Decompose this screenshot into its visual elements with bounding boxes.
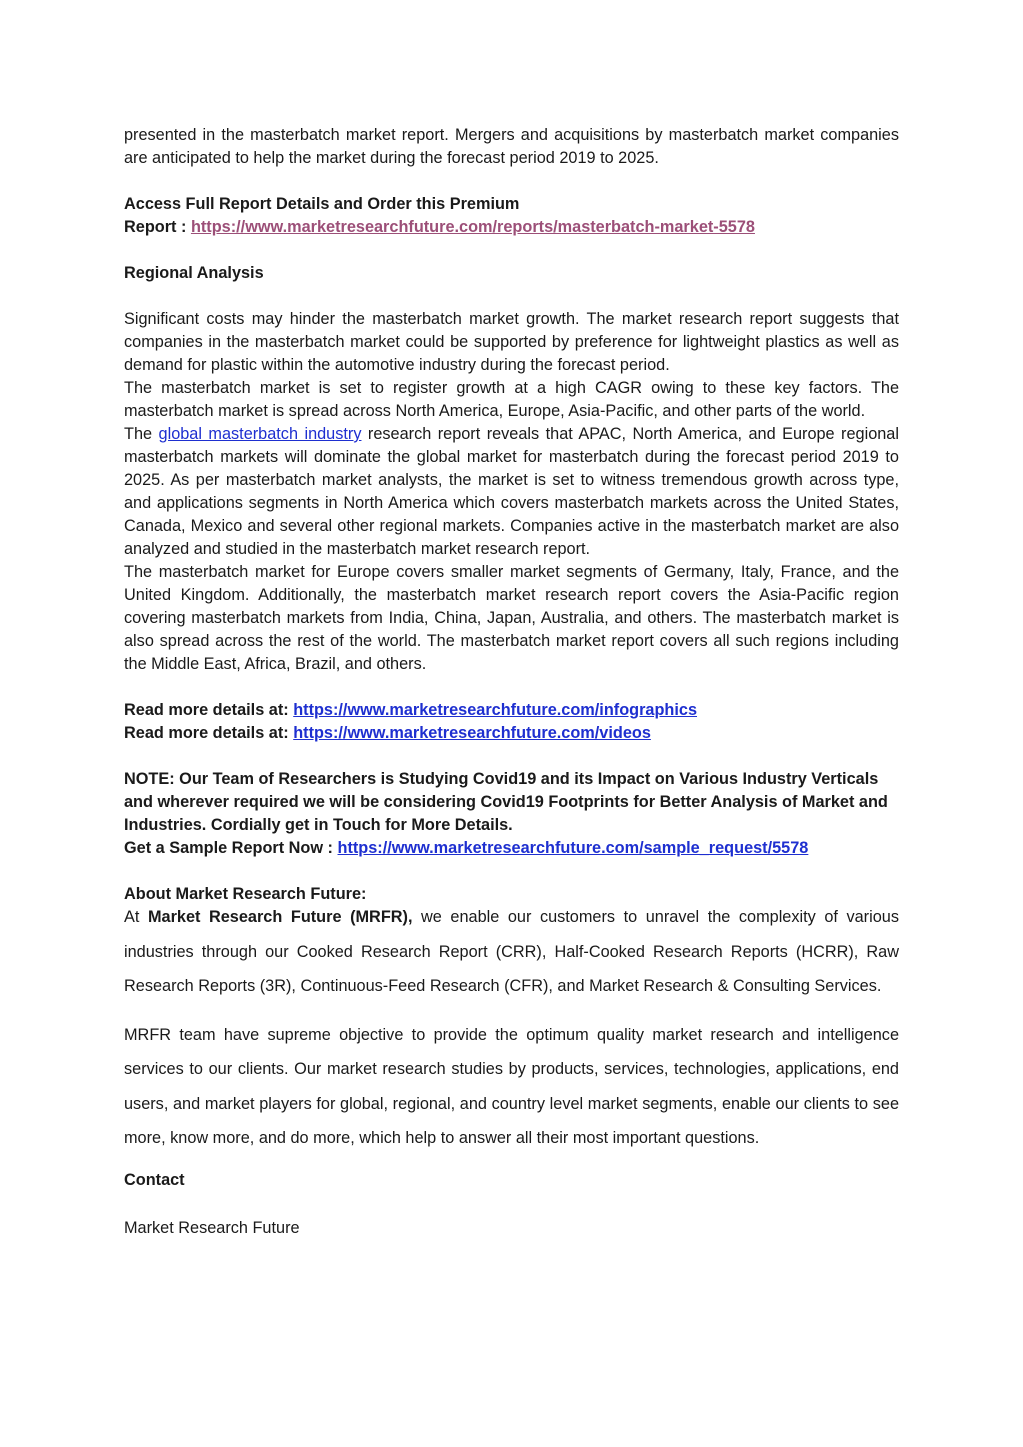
regional-paragraph-1: Significant costs may hinder the masterbatch market growth. The market research report suggests that companies in the masterbatch market could be supported by preference for lightweight plastics as well as demand for plastic within the automotive industry during the forecast period.	[124, 310, 899, 374]
about-prefix: At	[124, 908, 148, 926]
read-more-label: Read more details at:	[124, 724, 294, 742]
report-link-line	[124, 216, 899, 239]
read-more-label: Read more details at:	[124, 701, 294, 719]
note-paragraph: NOTE: Our Team of Researchers is Studying Covid19 and its Impact on Various Industry Verticals and wherever required we will be considering Covid19 Footprints for Better Analysis of Market and Industries. Cordially get in Touch for More Details.	[124, 770, 888, 834]
about-heading: About Market Research Future:	[124, 885, 367, 903]
contact-heading: Contact	[124, 1170, 185, 1189]
report-link[interactable]: https://www.marketresearchfuture.com/reports/masterbatch-market-5578	[190, 218, 755, 236]
global-masterbatch-industry-link[interactable]: global masterbatch industry	[158, 425, 362, 443]
sample-request-link[interactable]: https://www.marketresearchfuture.com/sample_request/5578	[337, 839, 809, 857]
para3-suffix: research report reveals that APAC, North America, and Europe regional masterbatch markets will dominate the global market for masterbatch during the forecast period 2019 to 2025. As per masterbatch market analysts, the market is set to witness tremendous growth across type, and applications segments in North America which covers masterbatch markets across the United States, Canada, Mexico and several other regional markets. Companies active in the masterbatch market are also analyzed and studied in the masterbatch market research report.	[124, 425, 899, 558]
sample-label: Get a Sample Report Now :	[124, 839, 338, 857]
sample-report-line	[124, 837, 899, 860]
intro-paragraph: presented in the masterbatch market report. Mergers and acquisitions by masterbatch market companies are anticipated to help the market during the forecast period 2019 to 2025.	[124, 126, 899, 167]
read-more-line-2	[124, 722, 899, 745]
regional-paragraph-2: The masterbatch market is set to register growth at a high CAGR owing to these key factors. The masterbatch market is spread across North America, Europe, Asia-Pacific, and other parts of the world.	[124, 379, 899, 420]
read-more-line-1	[124, 699, 899, 722]
report-label: Report :	[124, 218, 191, 236]
videos-link[interactable]: https://www.marketresearchfuture.com/videos	[293, 724, 651, 742]
mrfr-name: Market Research Future (MRFR),	[147, 908, 413, 926]
about-paragraph-1	[124, 900, 899, 1004]
about-suffix: we enable our customers to unravel the complexity of various industries through our Cooked Research Report (CRR), Half-Cooked Research Reports (HCRR), Raw Research Reports (3R), Continuous-Feed Research (CFR), and Market Research & Consulting Services.	[124, 908, 899, 995]
contact-company: Market Research Future	[124, 1218, 300, 1237]
regional-paragraph-4: The masterbatch market for Europe covers smaller market segments of Germany, Italy, France, and the United Kingdom. Additionally, the masterbatch market research report covers the Asia-Pacific region covering masterbatch markets from India, China, Japan, Australia, and others. The masterbatch market is also spread across the rest of the world. The masterbatch market report covers all such regions including the Middle East, Africa, Brazil, and others.	[124, 563, 899, 673]
infographics-link[interactable]: https://www.marketresearchfuture.com/infographics	[293, 701, 698, 719]
about-paragraph-2: MRFR team have supreme objective to provide the optimum quality market research and intelligence services to our clients. Our market research studies by products, services, technologies, applications, end users, and market players for global, regional, and country level market segments, enable our clients to see more, know more, and do more, which help to answer all their most important questions.	[124, 1025, 899, 1147]
para3-prefix: The	[124, 425, 159, 443]
regional-paragraph-3	[124, 423, 899, 561]
document-page	[124, 124, 899, 1240]
regional-heading: Regional Analysis	[124, 264, 264, 282]
access-heading: Access Full Report Details and Order this Premium	[124, 195, 520, 213]
